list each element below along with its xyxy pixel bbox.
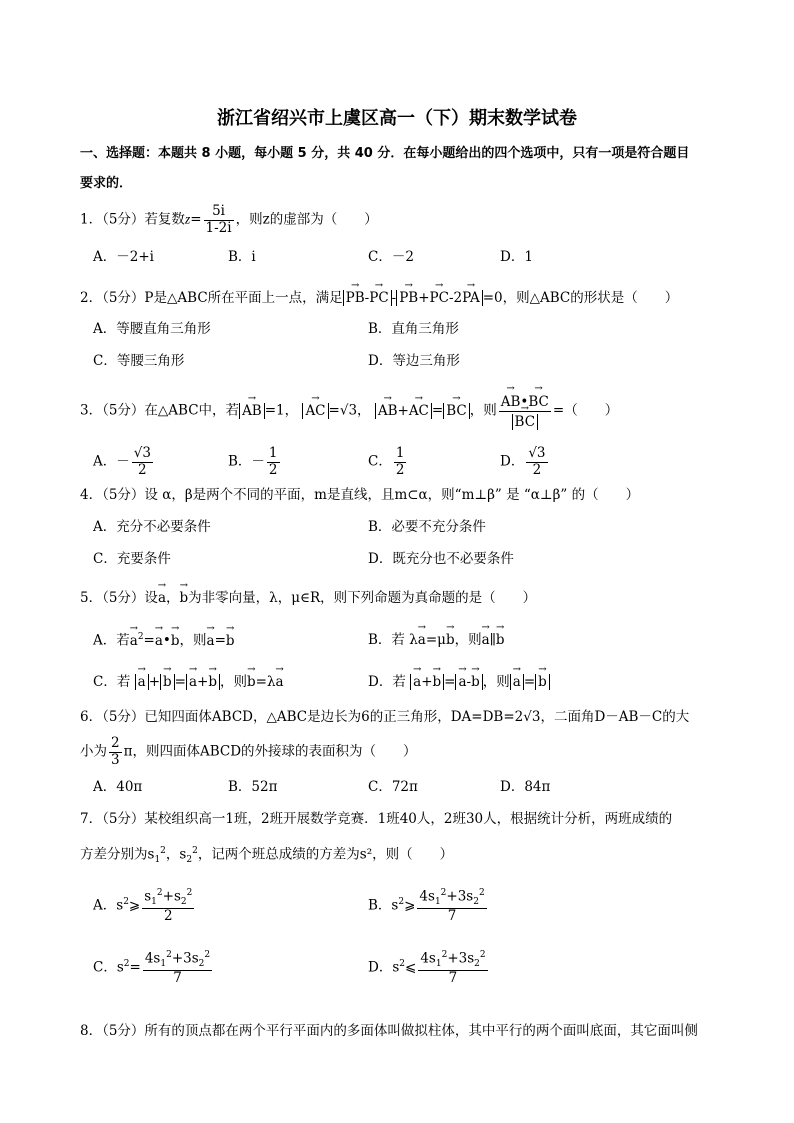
question-6-line2: 小为 $\frac{2}{3}$ π，则四面体ABCD的外接球的表面积为（ ）: [80, 735, 417, 768]
q5-option-d[interactable]: D．若 → a+→ b =→ a-→ b ，则→ a =→ b: [368, 668, 550, 693]
question-7-line1: 7．（5分）某校组织高一1班，2班开展数学竞赛．1班40人，2班30人，根据统计分析，两班成绩的: [80, 811, 673, 827]
q7-option-d[interactable]: D．$s^2⩽$ $\frac{4s_1^2+3s_2^2}{7}$: [368, 950, 486, 986]
q3-option-b[interactable]: B．－ $\frac{1}{2}$: [228, 445, 278, 478]
question-5-stem: 5．（5分）设→ a，→ b为非零向量，λ，μ∈R，则下列命题为真命题的是（ ）: [80, 584, 725, 609]
q6-option-b[interactable]: B．52π: [228, 779, 278, 795]
q2-option-c[interactable]: C．等腰三角形: [93, 353, 185, 369]
question-8-line1: 8．（5分）所有的顶点都在两个平行平面内的多面体叫做拟柱体，其中平行的两个面叫底面，其它面叫侧: [80, 1023, 698, 1039]
q7-option-a[interactable]: A．$s^2⩾$ $\frac{s_1^2+s_2^2}{2}$: [93, 888, 193, 924]
q5-option-a[interactable]: A．若→ $a^2=\to$ a•→ b，则→ a=→ b: [93, 626, 235, 652]
section-header-line2: 要求的．: [80, 176, 133, 191]
q3-option-c[interactable]: C． $\frac{1}{2}$: [368, 445, 405, 478]
q5-option-b[interactable]: B．若 λ→ a=μ→ b，则→ a∥→ b: [368, 626, 505, 651]
q4-option-b[interactable]: B．必要不充分条件: [368, 519, 486, 535]
q2-option-d[interactable]: D．等边三角形: [368, 353, 460, 369]
q4-option-d[interactable]: D．既充分也不必要条件: [368, 551, 514, 567]
q6-option-d[interactable]: D．84π: [500, 779, 551, 795]
question-4-stem: 4．（5分）设 α，β是两个不同的平面，m是直线，且m⊂α，则“m⊥β” 是 “α⊥β” 的（ ）: [80, 487, 640, 503]
question-6-line1: 6．（5分）已知四面体ABCD，△ABC是边长为6的正三角形，DA=DB=2√3，二面角D－AB－C的大: [80, 709, 690, 725]
q7-option-c[interactable]: C．$s^2=$ $\frac{4s_1^2+3s_2^2}{7}$: [93, 950, 211, 986]
q5-option-c[interactable]: C．若 → a +→ b =→ a+→ b ，则→ b=λ→ a: [93, 668, 284, 693]
q3-option-a[interactable]: A．－ $\frac{√3}{2}$: [93, 445, 151, 478]
question-2-stem: 2．（5分）P是△ABC所在平面上一点，满足→ PB-→ PC -→ PB+→ PC-2→ PA =0，则△ABC的形状是（ ）: [80, 284, 725, 309]
q6-option-a[interactable]: A．40π: [93, 779, 143, 795]
question-1-stem: 1．（5分）若复数z= $\frac{5i}{1-2i}$ ，则z的虚部为（ ）: [80, 203, 378, 236]
q1-option-a[interactable]: A．－2+i: [93, 249, 154, 265]
section-header-line1: 一、选择题：本题共 8 小题，每小题 5 分，共 40 分．在每小题给出的四个选项中，只有一项是符合题目: [80, 146, 690, 161]
question-3-stem: 3．（5分）在△ABC中，若→ AB =1， → AC =√3， → AB+→ AC =→ BC ，则 → AB•→ BC → BC =（ ）: [80, 392, 725, 430]
q6-option-c[interactable]: C．72π: [368, 779, 418, 795]
q1-fraction: $\frac{5i}{1-2i}$: [205, 203, 232, 236]
q2-option-b[interactable]: B．直角三角形: [368, 321, 459, 337]
q4-option-c[interactable]: C．充要条件: [93, 551, 171, 567]
q7-option-b[interactable]: B．$s^2⩾$ $\frac{4s_1^2+3s_2^2}{7}$: [368, 888, 485, 924]
q1-option-d[interactable]: D．1: [500, 249, 533, 265]
q2-option-a[interactable]: A．等腰直角三角形: [93, 321, 211, 337]
q1-option-c[interactable]: C．－2: [368, 249, 414, 265]
page-title: 浙江省绍兴市上虞区高一（下）期末数学试卷: [217, 108, 577, 129]
q3-option-d[interactable]: D． $\frac{√3}{2}$: [500, 445, 546, 478]
q4-option-a[interactable]: A．充分不必要条件: [93, 519, 211, 535]
q1-option-b[interactable]: B．i: [228, 249, 256, 265]
question-7-line2: 方差分别为$s_1^2$，$s_2^2$，记两个班总成绩的方差为s²，则（ ）: [80, 846, 454, 866]
